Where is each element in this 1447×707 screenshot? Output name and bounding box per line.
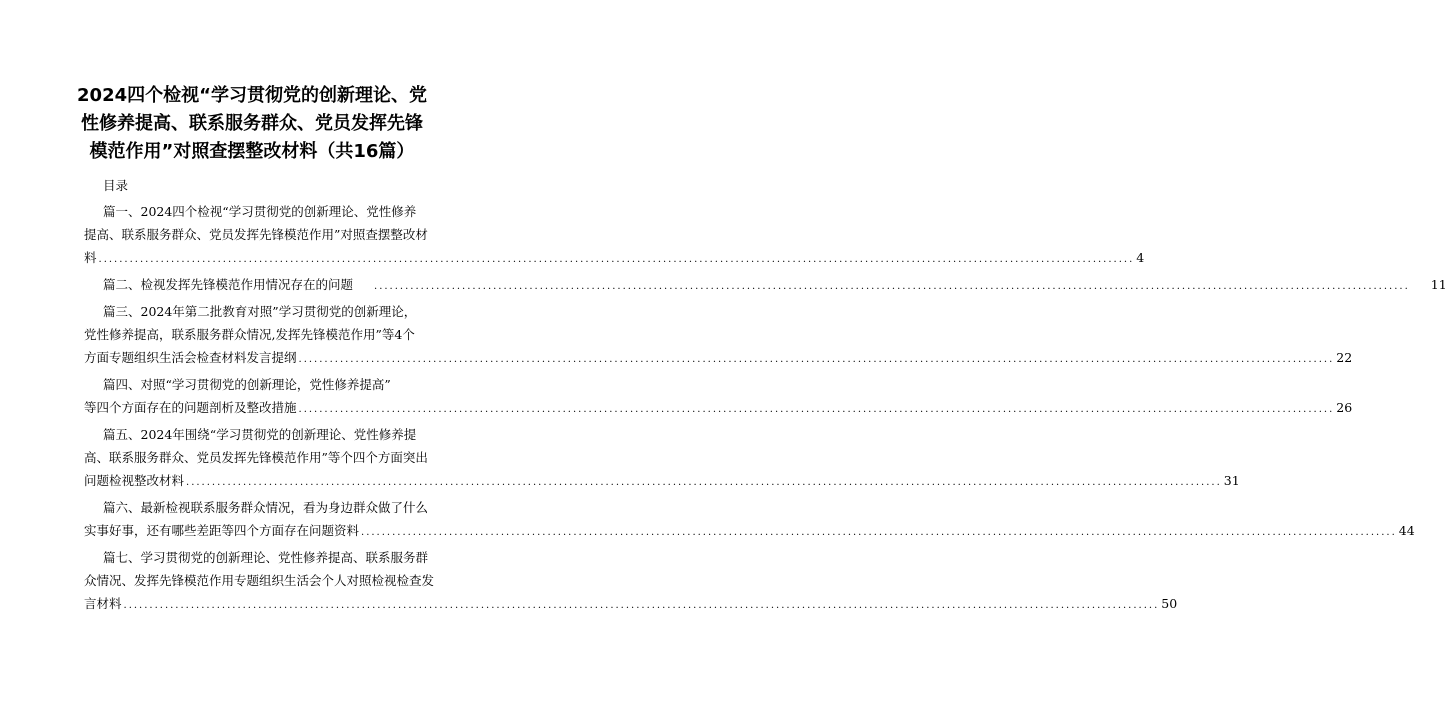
toc-heading: 目录 [103,178,129,193]
dot-leader: ........................................................................................................................................................................................................ [298,354,1335,365]
toc-entry[interactable] [84,423,1240,492]
page-number: 4 [1136,250,1145,265]
toc-entry-text: 篇一、2024四个检视“学习贯彻党的创新理论、党性修养 [103,204,417,219]
toc-entry-last-line [84,273,1447,296]
dot-leader: ........................................................................................................................................................................................................ [123,600,1160,611]
dot-leader: ........................................................................................................................................................................................................ [186,477,1222,488]
page-number: 31 [1223,473,1240,488]
toc-entry-text: 党性修养提高，联系服务群众情况,发挥先锋模范作用”等4个 [84,327,415,342]
toc-entry-last-line [84,469,1240,492]
toc-entry[interactable] [84,273,1447,296]
document-title [66,82,438,166]
dot-leader: ........................................................................................................................................................................................................ [374,281,1410,292]
toc-entry-text: 提高、联系服务群众、党员发挥先锋模范作用”对照查摆整改材 [84,227,428,242]
toc-entry-text: 篇五、2024年围绕“学习贯彻党的创新理论、党性修养提 [103,427,417,442]
toc-entry-last-line [84,346,1353,369]
page-number: 50 [1161,596,1178,611]
page-number: 44 [1398,523,1415,538]
page-number: 26 [1336,400,1353,415]
toc-entry-text: 篇四、对照“学习贯彻党的创新理论，党性修养提高” [103,377,391,392]
title-line: 2024四个检视“学习贯彻党的创新理论、党 [77,85,427,106]
toc-entry-last-line [84,246,1145,269]
toc-entry[interactable] [84,200,1145,269]
toc-entry-text: 问题检视整改材料 [84,473,185,488]
dot-leader: ........................................................................................................................................................................................................ [298,404,1335,415]
toc-entry-text: 众情况、发挥先锋模范作用专题组织生活会个人对照检视检查发 [84,573,435,588]
toc-entry-text: 实事好事，还有哪些差距等四个方面存在问题资料 [84,523,360,538]
table-of-contents [84,200,1447,619]
dot-leader: ........................................................................................................................................................................................................ [361,527,1397,538]
toc-entry-last-line [84,519,1415,542]
toc-entry[interactable] [84,496,1415,542]
toc-entry[interactable] [84,300,1353,369]
toc-entry-text: 等四个方面存在的问题剖析及整改措施 [84,400,297,415]
toc-entry-text: 篇三、2024年第二批教育对照”学习贯彻党的创新理论， [103,304,417,319]
toc-entry[interactable] [84,546,1178,615]
toc-entry-text: 高、联系服务群众、党员发挥先锋模范作用”等个四个方面突出 [84,450,428,465]
toc-entry[interactable] [84,373,1353,419]
toc-entry-text: 篇七、学习贯彻党的创新理论、党性修养提高、联系服务群 [103,550,429,565]
toc-entry-text: 篇六、最新检视联系服务群众情况，看为身边群众做了什么 [103,500,429,515]
title-line: 模范作用”对照查摆整改材料（共16篇） [89,141,415,162]
toc-entry-text: 言材料 [84,596,122,611]
toc-entry-last-line [84,592,1178,615]
toc-entry-text: 料 [84,250,97,265]
toc-entry-text: 方面专题组织生活会检查材料发言提纲 [84,350,297,365]
page-number: 22 [1336,350,1353,365]
page-number: 11 [1430,277,1447,292]
title-line: 性修养提高、联系服务群众、党员发挥先锋 [81,113,423,134]
dot-leader: ........................................................................................................................................................................................................ [98,254,1135,265]
toc-entry-last-line [84,396,1353,419]
toc-entry-text: 篇二、检视发挥先锋模范作用情况存在的问题 [103,277,354,292]
